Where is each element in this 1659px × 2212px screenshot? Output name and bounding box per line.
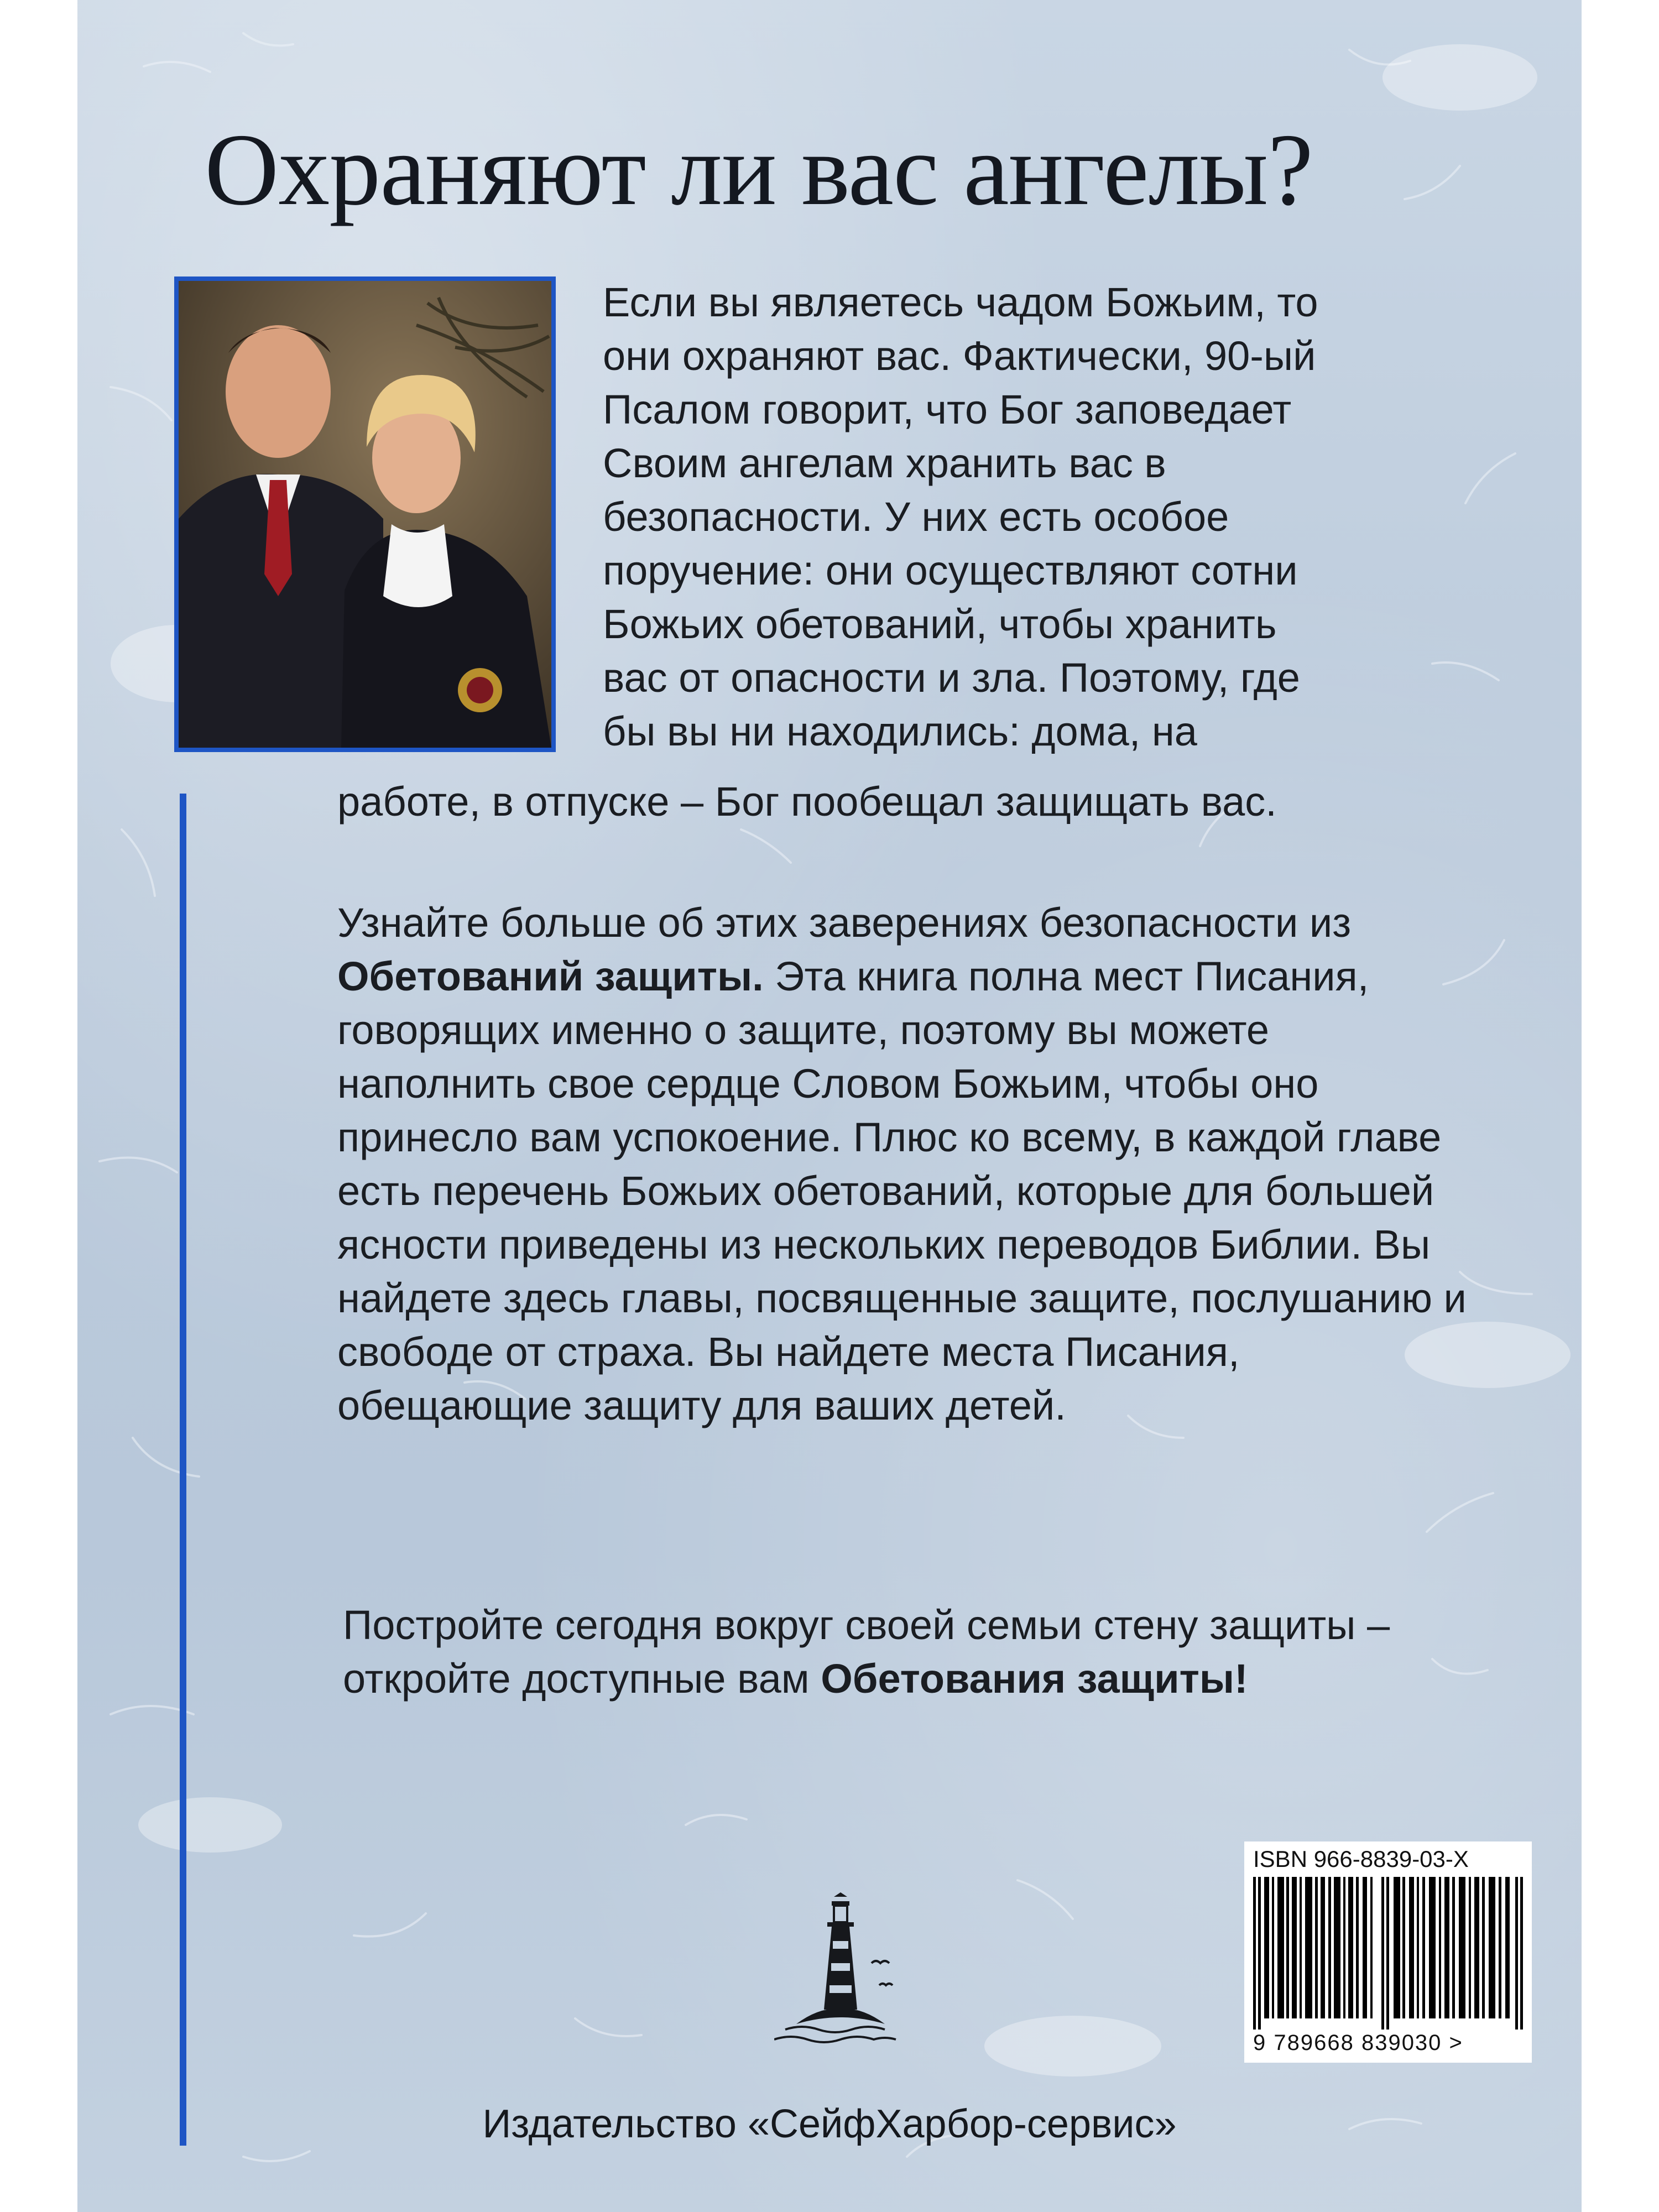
- isbn-label: ISBN 966-8839-03-X: [1253, 1846, 1469, 1872]
- lighthouse-logo-icon: [774, 1891, 907, 2046]
- book-back-cover: [77, 0, 1582, 2212]
- isbn-barcode: [1244, 1841, 1532, 2063]
- text-line: вас от опасности и зла. Поэтому, где: [603, 655, 1300, 701]
- text-line: Псалом говорит, что Бог заповедает: [603, 387, 1292, 432]
- description-paragraph: [337, 896, 1471, 1432]
- accent-vertical-rule: [180, 794, 186, 2146]
- paragraph-text: Постройте сегодня вокруг своей семьи стену защиты – откройте доступные вам: [343, 1602, 1390, 1702]
- text-line: Своим ангелам хранить вас в: [603, 440, 1166, 486]
- call-to-action-paragraph: [343, 1598, 1421, 1705]
- text-line: бы вы ни находились: дома, на: [603, 708, 1197, 754]
- book-name-bold: Обетований защиты.: [337, 953, 764, 999]
- intro-paragraph-last-line: работе, в отпуске – Бог пообещал защищать вас.: [337, 779, 1277, 825]
- text-line: они охраняют вас. Фактически, 90-ый: [603, 333, 1316, 379]
- book-name-bold: Обетования защиты!: [821, 1656, 1248, 1702]
- paragraph-text: Узнайте больше об этих заверениях безопасности из: [337, 900, 1352, 946]
- barcode-bars: [1253, 1877, 1523, 2030]
- text-line: Если вы являетесь чадом Божьим, то: [603, 279, 1318, 325]
- authors-photo: [174, 276, 556, 752]
- text-line: поручение: они осуществляют сотни: [603, 547, 1298, 593]
- text-line: Божьих обетований, чтобы хранить: [603, 601, 1277, 647]
- intro-paragraph-beside-photo: [603, 275, 1488, 758]
- publisher-name: Издательство «СейфХарбор-сервис»: [482, 2102, 1177, 2146]
- paragraph-text: Эта книга полна мест Писания, говорящих именно о защите, поэтому вы можете наполнить свое сердце Словом Божьим, чтобы оно принесло вам успокоение. Плюс ко всему, в каждой главе есть перечень Божьих обетований, которые для большей ясности приведены из нескольких переводов Библии. Вы найдете здесь главы, посвященные защите, послушанию и свободе от страха. Вы найдете места Писания, обещающие защиту для ваших детей.: [337, 953, 1467, 1428]
- ean-digits: 9 789668 839030 >: [1253, 2031, 1463, 2055]
- book-title: Охраняют ли вас ангелы?: [205, 113, 1313, 227]
- text-line: безопасности. У них есть особое: [603, 494, 1229, 540]
